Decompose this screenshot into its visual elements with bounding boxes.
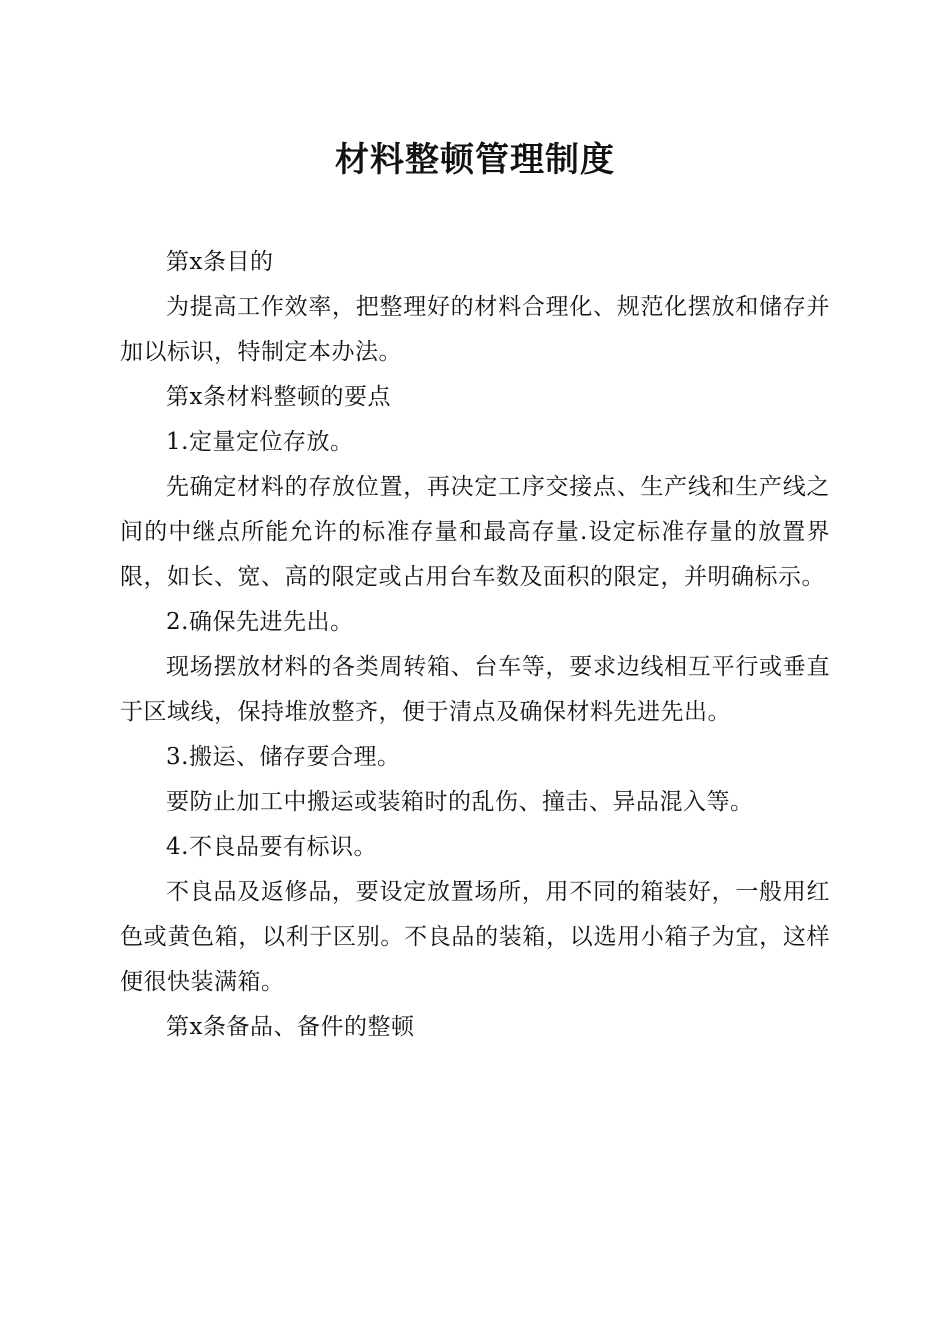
document-title: 材料整顿管理制度 <box>335 140 615 180</box>
document-body <box>120 240 830 1050</box>
paragraph: 为提高工作效率，把整理好的材料合理化、规范化摆放和储存并加以标识，特制定本办法。 <box>120 294 830 365</box>
numbered-point: 1.定量定位存放。 <box>166 429 354 455</box>
paragraph: 要防止加工中搬运或装箱时的乱伤、撞击、异品混入等。 <box>166 789 754 815</box>
article-heading: 第x条材料整顿的要点 <box>166 384 391 410</box>
numbered-point: 3.搬运、储存要合理。 <box>166 744 401 770</box>
numbered-point: 2.确保先进先出。 <box>166 609 354 635</box>
paragraph: 现场摆放材料的各类周转箱、台车等，要求边线相互平行或垂直于区域线，保持堆放整齐，便于清点及确保材料先进先出。 <box>120 654 830 725</box>
article-heading: 第x条备品、备件的整顿 <box>166 1014 415 1040</box>
paragraph: 先确定材料的存放位置，再决定工序交接点、生产线和生产线之间的中继点所能允许的标准存量和最高存量.设定标准存量的放置界限，如长、宽、高的限定或占用台车数及面积的限定，并明确标示。 <box>120 474 830 590</box>
paragraph: 不良品及返修品，要设定放置场所，用不同的箱装好，一般用红色或黄色箱，以利于区别。不良品的装箱，以选用小箱子为宜，这样便很快装满箱。 <box>120 879 830 995</box>
article-heading: 第x条目的 <box>166 249 274 275</box>
numbered-point: 4.不良品要有标识。 <box>166 834 377 860</box>
